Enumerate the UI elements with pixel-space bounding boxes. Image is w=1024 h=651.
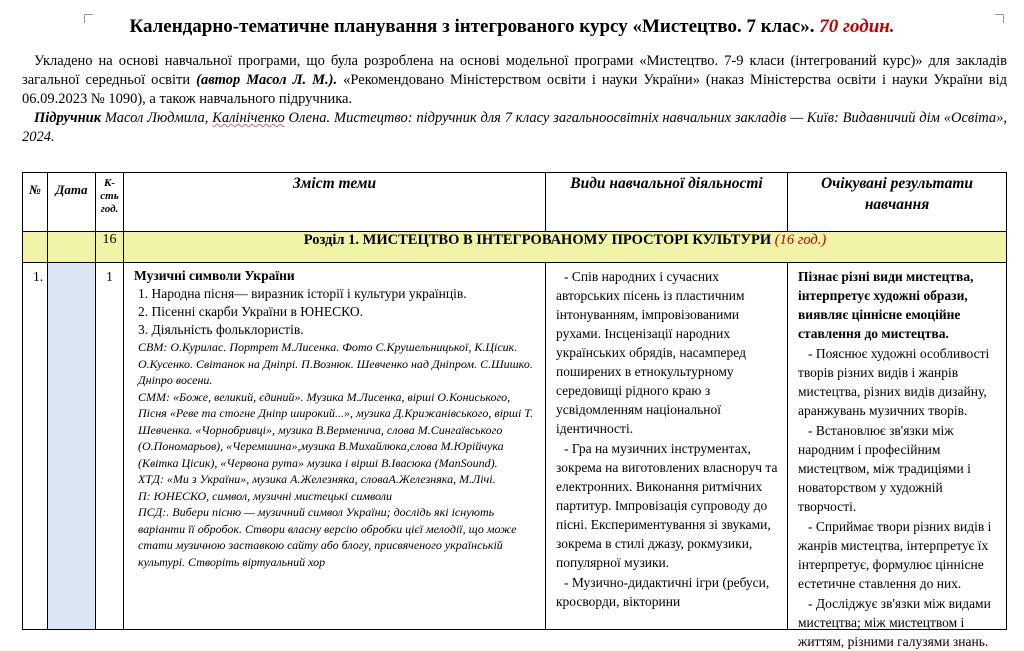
textbook-label: Підручник — [34, 110, 102, 126]
intro-paragraph — [22, 52, 1007, 109]
topic-line: 2. Пісенні скарби України в ЮНЕСКО. — [138, 304, 363, 319]
textbook-text-a: Масол Людмила, — [101, 110, 213, 126]
activity-item: - Спів народних і сучасних авторських пісень із пластичним інтонуванням, імпровізованими рухами. Інсценізації народних українських обрядів, насамперед поширених в етнокультурному середовищі рідного краю з усвідомленням національної ідентичності. — [556, 269, 746, 436]
topic-psd: ПСД:. Вибери пісню — музичний символ України; дослідь які існують варіанти її обробок. Створи власну версію обробки цієї мелодії, що може стати музичною заставкою сайту або блогу, присвяченого українській культурі. Створіть віртуальний хор — [138, 505, 517, 569]
table-row — [23, 263, 1007, 630]
intro-text-a: Укладено на основі навчальної програми, що була розроблена на основі модельної програми «Мистецтво. 7-9 класи (інтегрований курс)» для закладів загальної середньої освіти — [22, 53, 1007, 88]
activity-item: - Музично-дидактичні ігри (ребуси, кросворди, вікторини — [556, 575, 770, 609]
topic-htd: ХТД: «Ми з України», музика А.Железняка, словаА.Железняка, М.Лічі. — [138, 472, 496, 486]
document-title — [0, 16, 1024, 38]
row-hours: 1 — [96, 263, 124, 630]
topic-line: 1. Народна пісня— виразник історії і культури українців. — [138, 286, 467, 301]
section-label: Розділ 1. МИСТЕЦТВО В ІНТЕГРОВАНОМУ ПРОСТОРІ КУЛЬТУРИ — [303, 232, 772, 248]
header-no: № — [23, 173, 48, 232]
section-row — [23, 232, 1007, 263]
title-hours: 70 годин. — [819, 16, 895, 37]
header-activities: Види навчальної діяльності — [546, 173, 788, 232]
row-topic-cell — [124, 263, 546, 630]
row-date-cell — [48, 263, 96, 630]
textbook-paragraph — [22, 109, 1007, 147]
section-label-hours: (16 год.) — [774, 232, 827, 248]
section-title — [124, 232, 1007, 263]
title-main: Календарно-тематичне планування з інтегрованого курсу «Мистецтво. 7 клас». — [129, 16, 815, 37]
header-results: Очікувані результати навчання — [788, 173, 1007, 232]
results-lead: Пізнає різні види мистецтва, інтерпретує художні образи, виявляє ціннісне емоційне ставлення до мистецтва. — [798, 269, 974, 341]
activity-item: - Гра на музичних інструментах, зокрема на виготовлених власноруч та електронних. Виконання ритмічних партитур. Імпровізація супроводу до пісні. Експериментування зі звуками, зокрема в стилі джазу, рокмузики, популярної музики. — [556, 441, 778, 570]
result-item: - Пояснює художні особливості творів різних видів і жанрів мистецтва, різних видів дизайну, аранжувань музичних творів. — [798, 346, 990, 418]
row-results-cell — [788, 263, 1007, 649]
section-no-cell — [23, 232, 48, 263]
result-item: - Сприймає твори різних видів і жанрів мистецтва, інтерпретує їх інтерпретує, формулює ціннісне естетичне ставлення до них. — [798, 519, 992, 591]
row-activities-cell — [546, 263, 788, 630]
textbook-text-b: Олена. Мистецтво: підручник для 7 класу загальноосвітніх навчальних закладів — Київ: Видавничий дім «Освіта», 2024. — [22, 110, 1007, 145]
table-header-row — [23, 173, 1007, 232]
section-hours: 16 — [96, 232, 124, 263]
topic-title: Музичні символи України — [134, 268, 295, 283]
textbook-name: Калініченко — [212, 110, 285, 126]
section-date-cell — [48, 232, 96, 263]
header-count: К-сть год. — [96, 173, 124, 232]
topic-smm: СММ: «Боже, великий, єдиний». Музика М.Лисенка, вірші О.Кониського, Пісня «Реве та стогне Дніпр широкий...», музика Д.Крижанівського, вірші Т. Шевченка. «Чорнобривці», музика В.Верменича, слова М.Сингаївського (О.Пономарьов), «Черемшина»,музика В.Михайлюка,слова М.Юрійчука (Квітка Цісик), «Червона рута» музика і вірші В.Івасюка (ManSound). — [138, 389, 534, 470]
activities-content — [546, 263, 787, 619]
topic-content — [124, 263, 545, 619]
intro-section — [22, 52, 1007, 147]
header-topic: Зміст теми — [124, 173, 546, 232]
intro-text-b: «Рекомендовано Міністерством освіти і науки України» (наказ Міністерства освіти і науки України від 06.09.2023 № 1090), а також навчального підручника. — [22, 72, 1007, 107]
result-item: - Досліджує зв'язки між видами мистецтва; між мистецтвом і життям, різними галузями знань. — [798, 596, 991, 649]
result-item: - Встановлює зв'язки між народним і професійним мистецтвом, між традиціями і новаторством у художній творчості. — [798, 423, 971, 514]
topic-line: 3. Діяльність фольклористів. — [138, 322, 304, 337]
plan-table — [22, 172, 1007, 649]
header-date: Дата — [48, 173, 96, 232]
topic-p: П: ЮНЕСКО, символ, музичні мистецькі символи — [138, 488, 392, 503]
topic-svm: СВМ: О.Курилас. Портрет М.Лисенка. Фото С.Крушельницької, К.Цісик. О.Кусенко. Світанок на Дніпрі. П.Вознюк. Шевченко над Дніпром. С.Шишко. Дніпро восени. — [138, 340, 533, 387]
intro-author: (автор Масол Л. М.). — [196, 72, 338, 88]
results-content — [788, 263, 1006, 649]
row-number: 1. — [23, 263, 48, 630]
